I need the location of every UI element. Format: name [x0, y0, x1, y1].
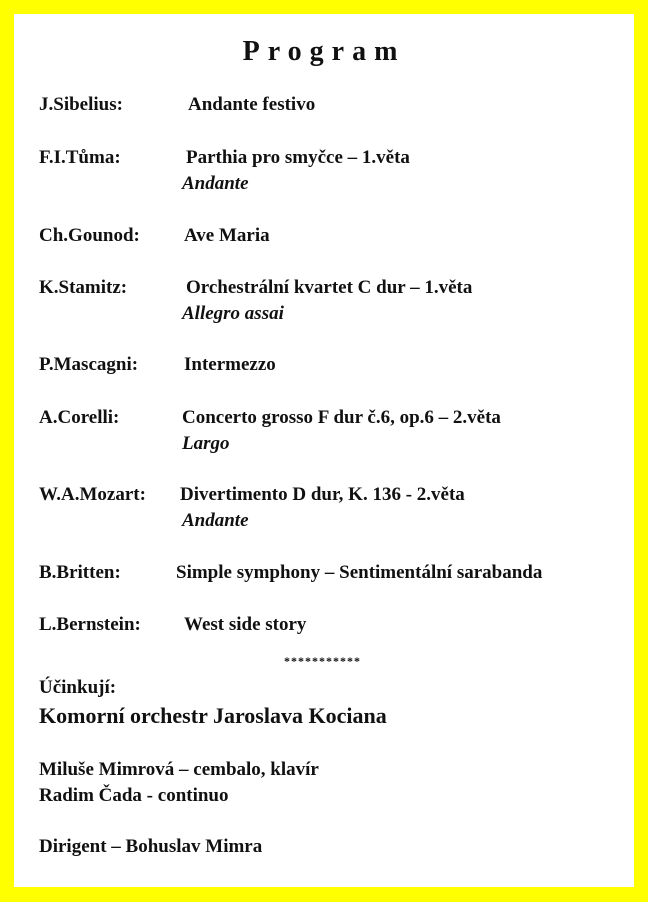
- tempo-7: Andante: [182, 510, 249, 531]
- soloist-1: Miluše Mimrová – cembalo, klavír: [39, 759, 319, 780]
- conductor: Dirigent – Bohuslav Mimra: [39, 836, 263, 857]
- composer-7: W.A.Mozart:: [39, 484, 146, 505]
- work-1: Andante festivo: [188, 94, 316, 115]
- program-sheet: [14, 14, 634, 887]
- work-6: Concerto grosso F dur č.6, op.6 – 2.věta: [182, 407, 501, 428]
- tempo-2: Andante: [182, 173, 249, 194]
- composer-4: K.Stamitz:: [39, 277, 128, 298]
- composer-5: P.Mascagni:: [39, 354, 139, 375]
- separator: ***********: [284, 654, 361, 668]
- work-8: Simple symphony – Sentimentální sarabanda: [176, 562, 543, 583]
- work-7: Divertimento D dur, K. 136 - 2.věta: [180, 484, 465, 505]
- composer-9: L.Bernstein:: [39, 614, 141, 635]
- composer-2: F.I.Tůma:: [39, 147, 121, 168]
- tempo-4: Allegro assai: [182, 303, 284, 324]
- page-title: Program: [242, 36, 406, 67]
- work-2: Parthia pro smyčce – 1.věta: [186, 147, 410, 168]
- composer-8: B.Britten:: [39, 562, 121, 583]
- composer-6: A.Corelli:: [39, 407, 120, 428]
- soloist-2: Radim Čada - continuo: [39, 785, 229, 806]
- performers-heading: Účinkují:: [39, 677, 117, 698]
- tempo-6: Largo: [182, 433, 230, 454]
- work-3: Ave Maria: [184, 225, 270, 246]
- composer-1: J.Sibelius:: [39, 94, 123, 115]
- work-5: Intermezzo: [184, 354, 276, 375]
- composer-3: Ch.Gounod:: [39, 225, 140, 246]
- work-9: West side story: [184, 614, 307, 635]
- orchestra-name: Komorní orchestr Jaroslava Kociana: [39, 703, 387, 728]
- work-4: Orchestrální kvartet C dur – 1.věta: [186, 277, 473, 298]
